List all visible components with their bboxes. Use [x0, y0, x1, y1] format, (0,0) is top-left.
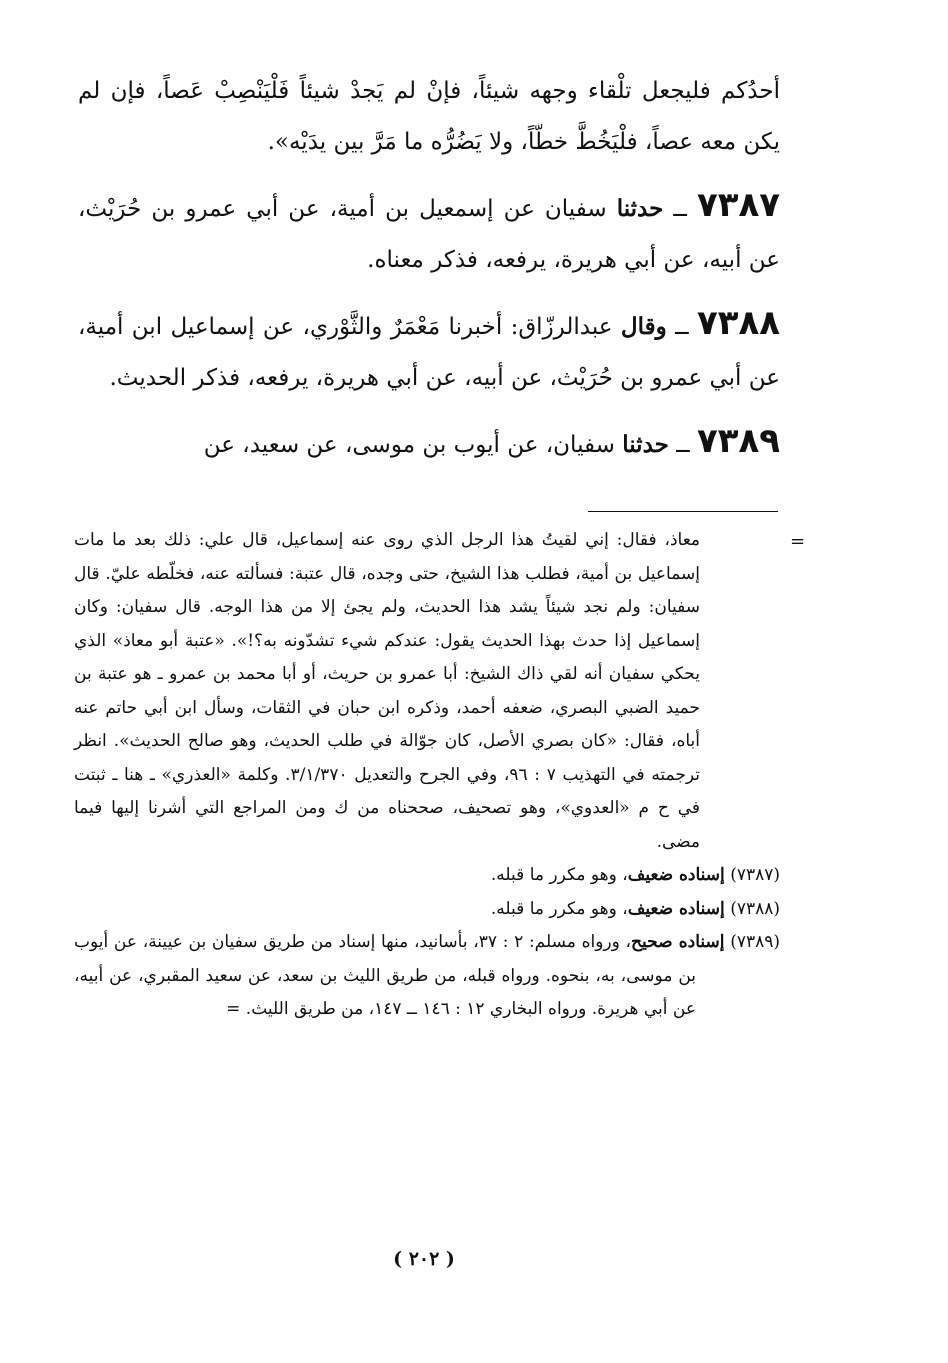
footnote-7389 — [74, 926, 780, 1027]
hadith-number: ٧٣٨٩ — [696, 421, 780, 461]
footnote-7388 — [74, 893, 780, 927]
footnote-ref: (٧٣٨٧) — [730, 865, 780, 885]
footnote-grade: إسناده ضعيف — [627, 865, 725, 885]
footnote-7387 — [74, 859, 780, 893]
hadith-dash: ــ — [675, 314, 689, 340]
continues-mark: = — [226, 999, 241, 1019]
hadith-lead-word: حدثنا — [622, 431, 669, 458]
hadith-text: سفيان، عن أيوب بن موسى، عن سعيد، عن — [203, 432, 615, 458]
footnote-ref: (٧٣٨٩) — [730, 932, 781, 952]
hadith-number: ٧٣٨٧ — [696, 185, 780, 225]
hadith-lead-word: وقال — [620, 313, 667, 340]
hadith-dash: ــ — [673, 196, 687, 222]
hadith-number: ٧٣٨٨ — [697, 303, 781, 343]
continuation-paragraph: أحدُكم فليجعل تلْقاء وجهه شيئاً، فإنْ لم يَجدْ شيئاً فَلْيَنْصِبْ عَصاً، فإن لم يكن معه عصاً، فلْيَخُطَّ خطّاً، ولا يَضُرُّه ما مَرَّ بين يدَيْه». — [78, 78, 780, 155]
continued-from-mark: = — [790, 531, 806, 552]
page-number: ( ٢٠٢ ) — [393, 1248, 455, 1270]
footnote-grade: إسناده ضعيف — [627, 898, 725, 919]
footnotes — [74, 524, 780, 1027]
footnote-text: ، وهو مكرر ما قبله. — [490, 898, 628, 919]
hadith-7389 — [78, 416, 780, 471]
footnote-continuation: معاذ، فقال: إني لقيتُ هذا الرجل الذي روى عنه إسماعيل، قال علي: ذلك بعد ما مات إسماعيل بن أمية، فطلب هذا الشيخ، حتى وجده، قال عتبة: فسألته عنه، فخلّطه عليّ. قال سفيان: ولم نجد شيئاً يشد هذا الحديث، ولم يجئ إلا من هذا الوجه. قال سفيان: وكان إسماعيل إذا حدث بهذا الحديث يقول: عندكم شيء تشدّونه به؟!». «عتبة أبو معاذ» الذي يحكي سفيان أنه لقي ذاك الشيخ: أبا عمرو بن حريث، أو أبا محمد بن عمرو ـ هو عتبة بن حميد الضبي البصري، ضعفه أحمد، وذكره ابن حبان في الثقات، وسأل ابن أبي حاتم عنه أباه، فقال: «كان بصري الأصل، كان جوّالة في طلب الحديث، وهو صالح الحديث». انظر ترجمته في التهذيب ٧ : ٩٦، وفي الجرح والتعديل ٣/١/٣٧٠. وكلمة «العذري» ـ هنا ـ ثبتت في ح م «العدوي»، وهو تصحيف، صححناه من ك ومن المراجع التي أشرنا إليها فيما مضى. — [74, 530, 701, 852]
main-text — [78, 66, 780, 471]
hadith-dash: ــ — [676, 432, 690, 458]
footnote-ref: (٧٣٨٨) — [730, 898, 780, 919]
footnote-text: ، وهو مكرر ما قبله. — [490, 865, 628, 885]
hadith-7387 — [78, 180, 780, 286]
hadith-7388 — [78, 298, 780, 404]
footnote-grade: إسناده صحيح — [631, 932, 725, 952]
hadith-text: عبدالرزّاق: أخبرنا مَعْمَرٌ والثَّوْري، عن إسماعيل ابن أمية، عن أبي عمرو بن حُرَيْث، عن أبيه، عن أبي هريرة، يرفعه، فذكر الحديث. — [78, 314, 780, 391]
hadith-text: سفيان عن إسمعيل بن أمية، عن أبي عمرو بن حُرَيْث، عن أبيه، عن أبي هريرة، يرفعه، فذكر معناه. — [78, 196, 780, 273]
footnote-separator — [588, 511, 778, 512]
hadith-lead-word: حدثنا — [616, 195, 664, 222]
footnote-text: ، ورواه مسلم: ٢ : ٣٧، بأسانيد، منها إسناد من طريق سفيان بن عيينة، عن أيوب بن موسى، به، بنحوه. ورواه قبله، من طريق الليث بن سعد، عن سعيد المقبري، عن أبيه، عن أبي هريرة. ورواه البخاري ١٢ : ١٤٦ ــ ١٤٧، من طريق الليث. — [74, 932, 696, 1019]
